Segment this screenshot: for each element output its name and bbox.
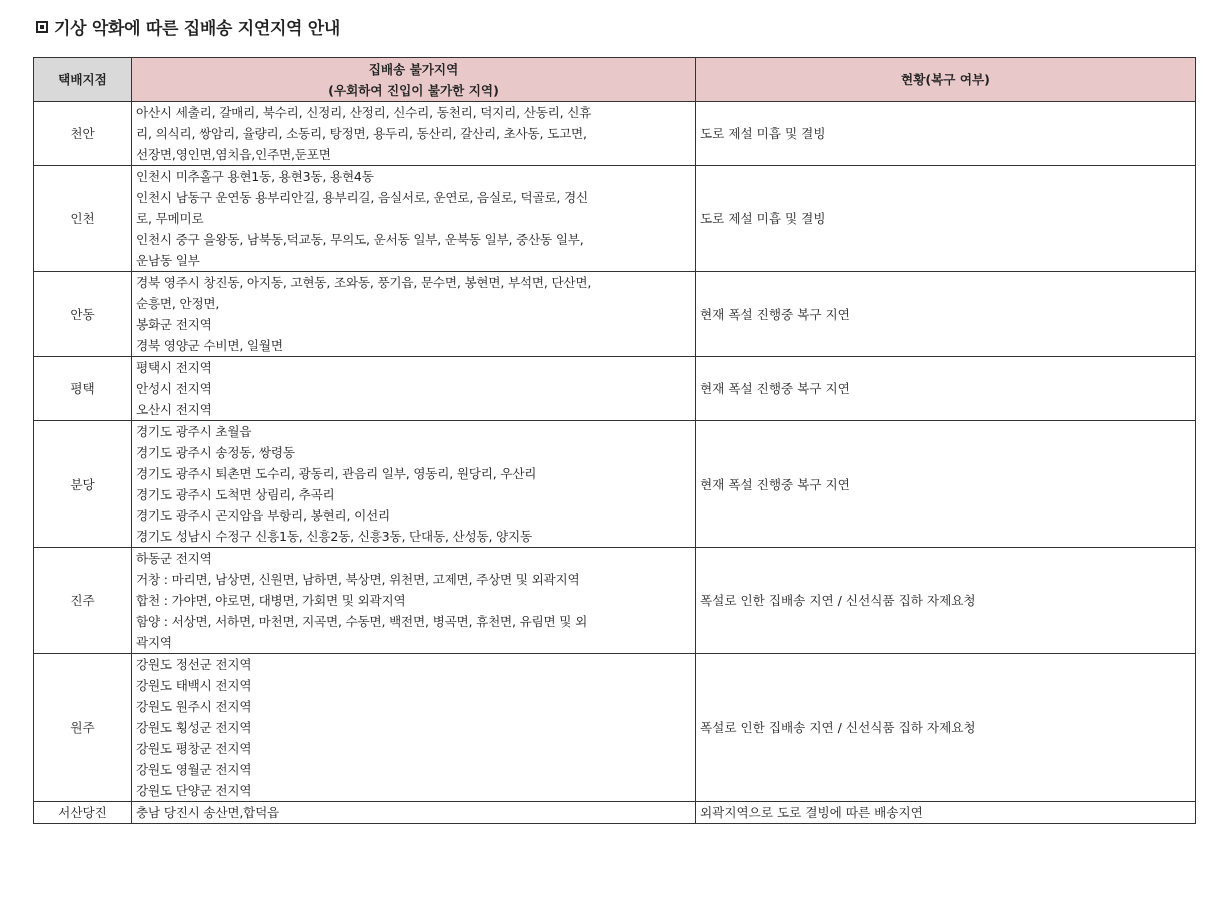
area-line: 강원도 영월군 전지역 xyxy=(136,762,252,777)
hub-cell: 안동 xyxy=(34,272,132,357)
area-line: 강원도 횡성군 전지역 xyxy=(136,720,252,735)
area-line: 하동군 전지역 xyxy=(136,551,212,566)
area-line: 강원도 원주시 전지역 xyxy=(136,699,252,714)
table-header-row xyxy=(34,58,1196,102)
area-line: 운남동 일부 xyxy=(136,253,200,268)
table-row xyxy=(34,548,1196,654)
area-line: 경기도 광주시 퇴촌면 도수리, 광동리, 관음리 일부, 영동리, 원당리, 우산리 xyxy=(136,466,537,481)
hub-cell: 서산당진 xyxy=(34,802,132,824)
areas-cell xyxy=(132,654,696,802)
header-areas-line1: 집배송 불가지역 xyxy=(368,61,459,77)
area-line: 인천시 중구 을왕동, 남북동,덕교동, 무의도, 운서동 일부, 운북동 일부, 중산동 일부, xyxy=(136,232,584,247)
hub-cell: 진주 xyxy=(34,548,132,654)
status-cell: 현재 폭설 진행중 복구 지연 xyxy=(696,357,1196,421)
delay-area-table xyxy=(33,57,1196,824)
table-row xyxy=(34,102,1196,166)
area-line: 안성시 전지역 xyxy=(136,381,212,396)
hub-cell: 분당 xyxy=(34,421,132,548)
areas-cell xyxy=(132,166,696,272)
page-title xyxy=(36,14,340,39)
areas-cell xyxy=(132,357,696,421)
area-line: 인천시 남동구 운연동 용부리안길, 용부리길, 음실서로, 운연로, 음실로, 덕골로, 경신 xyxy=(136,190,588,205)
area-line: 로, 무메미로 xyxy=(136,211,204,226)
table-row xyxy=(34,272,1196,357)
area-line: 경기도 광주시 송정동, 쌍령동 xyxy=(136,445,295,460)
area-line: 경기도 광주시 곤지암읍 부항리, 봉현리, 이선리 xyxy=(136,508,390,523)
header-areas xyxy=(132,58,696,102)
status-cell: 도로 제설 미흡 및 결빙 xyxy=(696,166,1196,272)
area-line: 인천시 미추홀구 용현1동, 용현3동, 용현4동 xyxy=(136,169,374,184)
square-bullet-icon xyxy=(36,21,48,33)
area-line: 순흥면, 안정면, xyxy=(136,296,220,311)
status-cell: 도로 제설 미흡 및 결빙 xyxy=(696,102,1196,166)
table-row xyxy=(34,357,1196,421)
status-cell: 현재 폭설 진행중 복구 지연 xyxy=(696,272,1196,357)
area-line: 오산시 전지역 xyxy=(136,402,212,417)
area-line: 충남 당진시 송산면,합덕읍 xyxy=(136,805,280,820)
status-cell: 폭설로 인한 집배송 지연 / 신선식품 집하 자제요청 xyxy=(696,654,1196,802)
area-line: 거창 : 마리면, 남상면, 신원면, 남하면, 북상면, 위천면, 고제면, 주상면 및 외곽지역 xyxy=(136,572,580,587)
areas-cell xyxy=(132,548,696,654)
table-row xyxy=(34,421,1196,548)
area-line: 경북 영주시 창진동, 아지동, 고현동, 조와동, 풍기읍, 문수면, 봉현면, 부석면, 단산면, xyxy=(136,275,592,290)
header-areas-line2: (우회하여 진입이 불가한 지역) xyxy=(328,82,499,98)
area-line: 경북 영양군 수비면, 일월면 xyxy=(136,338,283,353)
areas-cell xyxy=(132,802,696,824)
area-line: 경기도 성남시 수정구 신흥1동, 신흥2동, 신흥3동, 단대동, 산성동, 양지동 xyxy=(136,529,532,544)
status-cell: 외곽지역으로 도로 결빙에 따른 배송지연 xyxy=(696,802,1196,824)
area-line: 강원도 정선군 전지역 xyxy=(136,657,252,672)
area-line: 강원도 태백시 전지역 xyxy=(136,678,252,693)
table-body xyxy=(34,102,1196,824)
area-line: 봉화군 전지역 xyxy=(136,317,212,332)
area-line: 리, 의식리, 쌍암리, 율량리, 소동리, 탕정면, 용두리, 동산리, 갈산리, 초사동, 도고면, xyxy=(136,126,587,141)
page-title-text: 기상 악화에 따른 집배송 지연지역 안내 xyxy=(54,19,341,39)
hub-cell: 원주 xyxy=(34,654,132,802)
area-line: 경기도 광주시 도척면 상림리, 추곡리 xyxy=(136,487,335,502)
areas-cell xyxy=(132,102,696,166)
area-line: 곽지역 xyxy=(136,635,172,650)
header-status: 현황(복구 여부) xyxy=(696,58,1196,102)
table-row xyxy=(34,802,1196,824)
area-line: 선장면,영인면,염치읍,인주면,둔포면 xyxy=(136,147,331,162)
area-line: 합천 : 가야면, 야로면, 대병면, 가회면 및 외곽지역 xyxy=(136,593,406,608)
status-cell: 현재 폭설 진행중 복구 지연 xyxy=(696,421,1196,548)
hub-cell: 인천 xyxy=(34,166,132,272)
areas-cell xyxy=(132,421,696,548)
area-line: 아산시 세출리, 갈매리, 북수리, 신정리, 산정리, 신수리, 동천리, 덕지리, 산동리, 신휴 xyxy=(136,105,592,120)
table-row xyxy=(34,166,1196,272)
area-line: 함양 : 서상면, 서하면, 마천면, 지곡면, 수동면, 백전면, 병곡면, 휴천면, 유림면 및 외 xyxy=(136,614,588,629)
status-cell: 폭설로 인한 집배송 지연 / 신선식품 집하 자제요청 xyxy=(696,548,1196,654)
area-line: 경기도 광주시 초월읍 xyxy=(136,424,252,439)
area-line: 평택시 전지역 xyxy=(136,360,212,375)
table-row xyxy=(34,654,1196,802)
hub-cell: 천안 xyxy=(34,102,132,166)
areas-cell xyxy=(132,272,696,357)
area-line: 강원도 단양군 전지역 xyxy=(136,783,252,798)
hub-cell: 평택 xyxy=(34,357,132,421)
area-line: 강원도 평창군 전지역 xyxy=(136,741,252,756)
header-hub: 택배지점 xyxy=(34,58,132,102)
